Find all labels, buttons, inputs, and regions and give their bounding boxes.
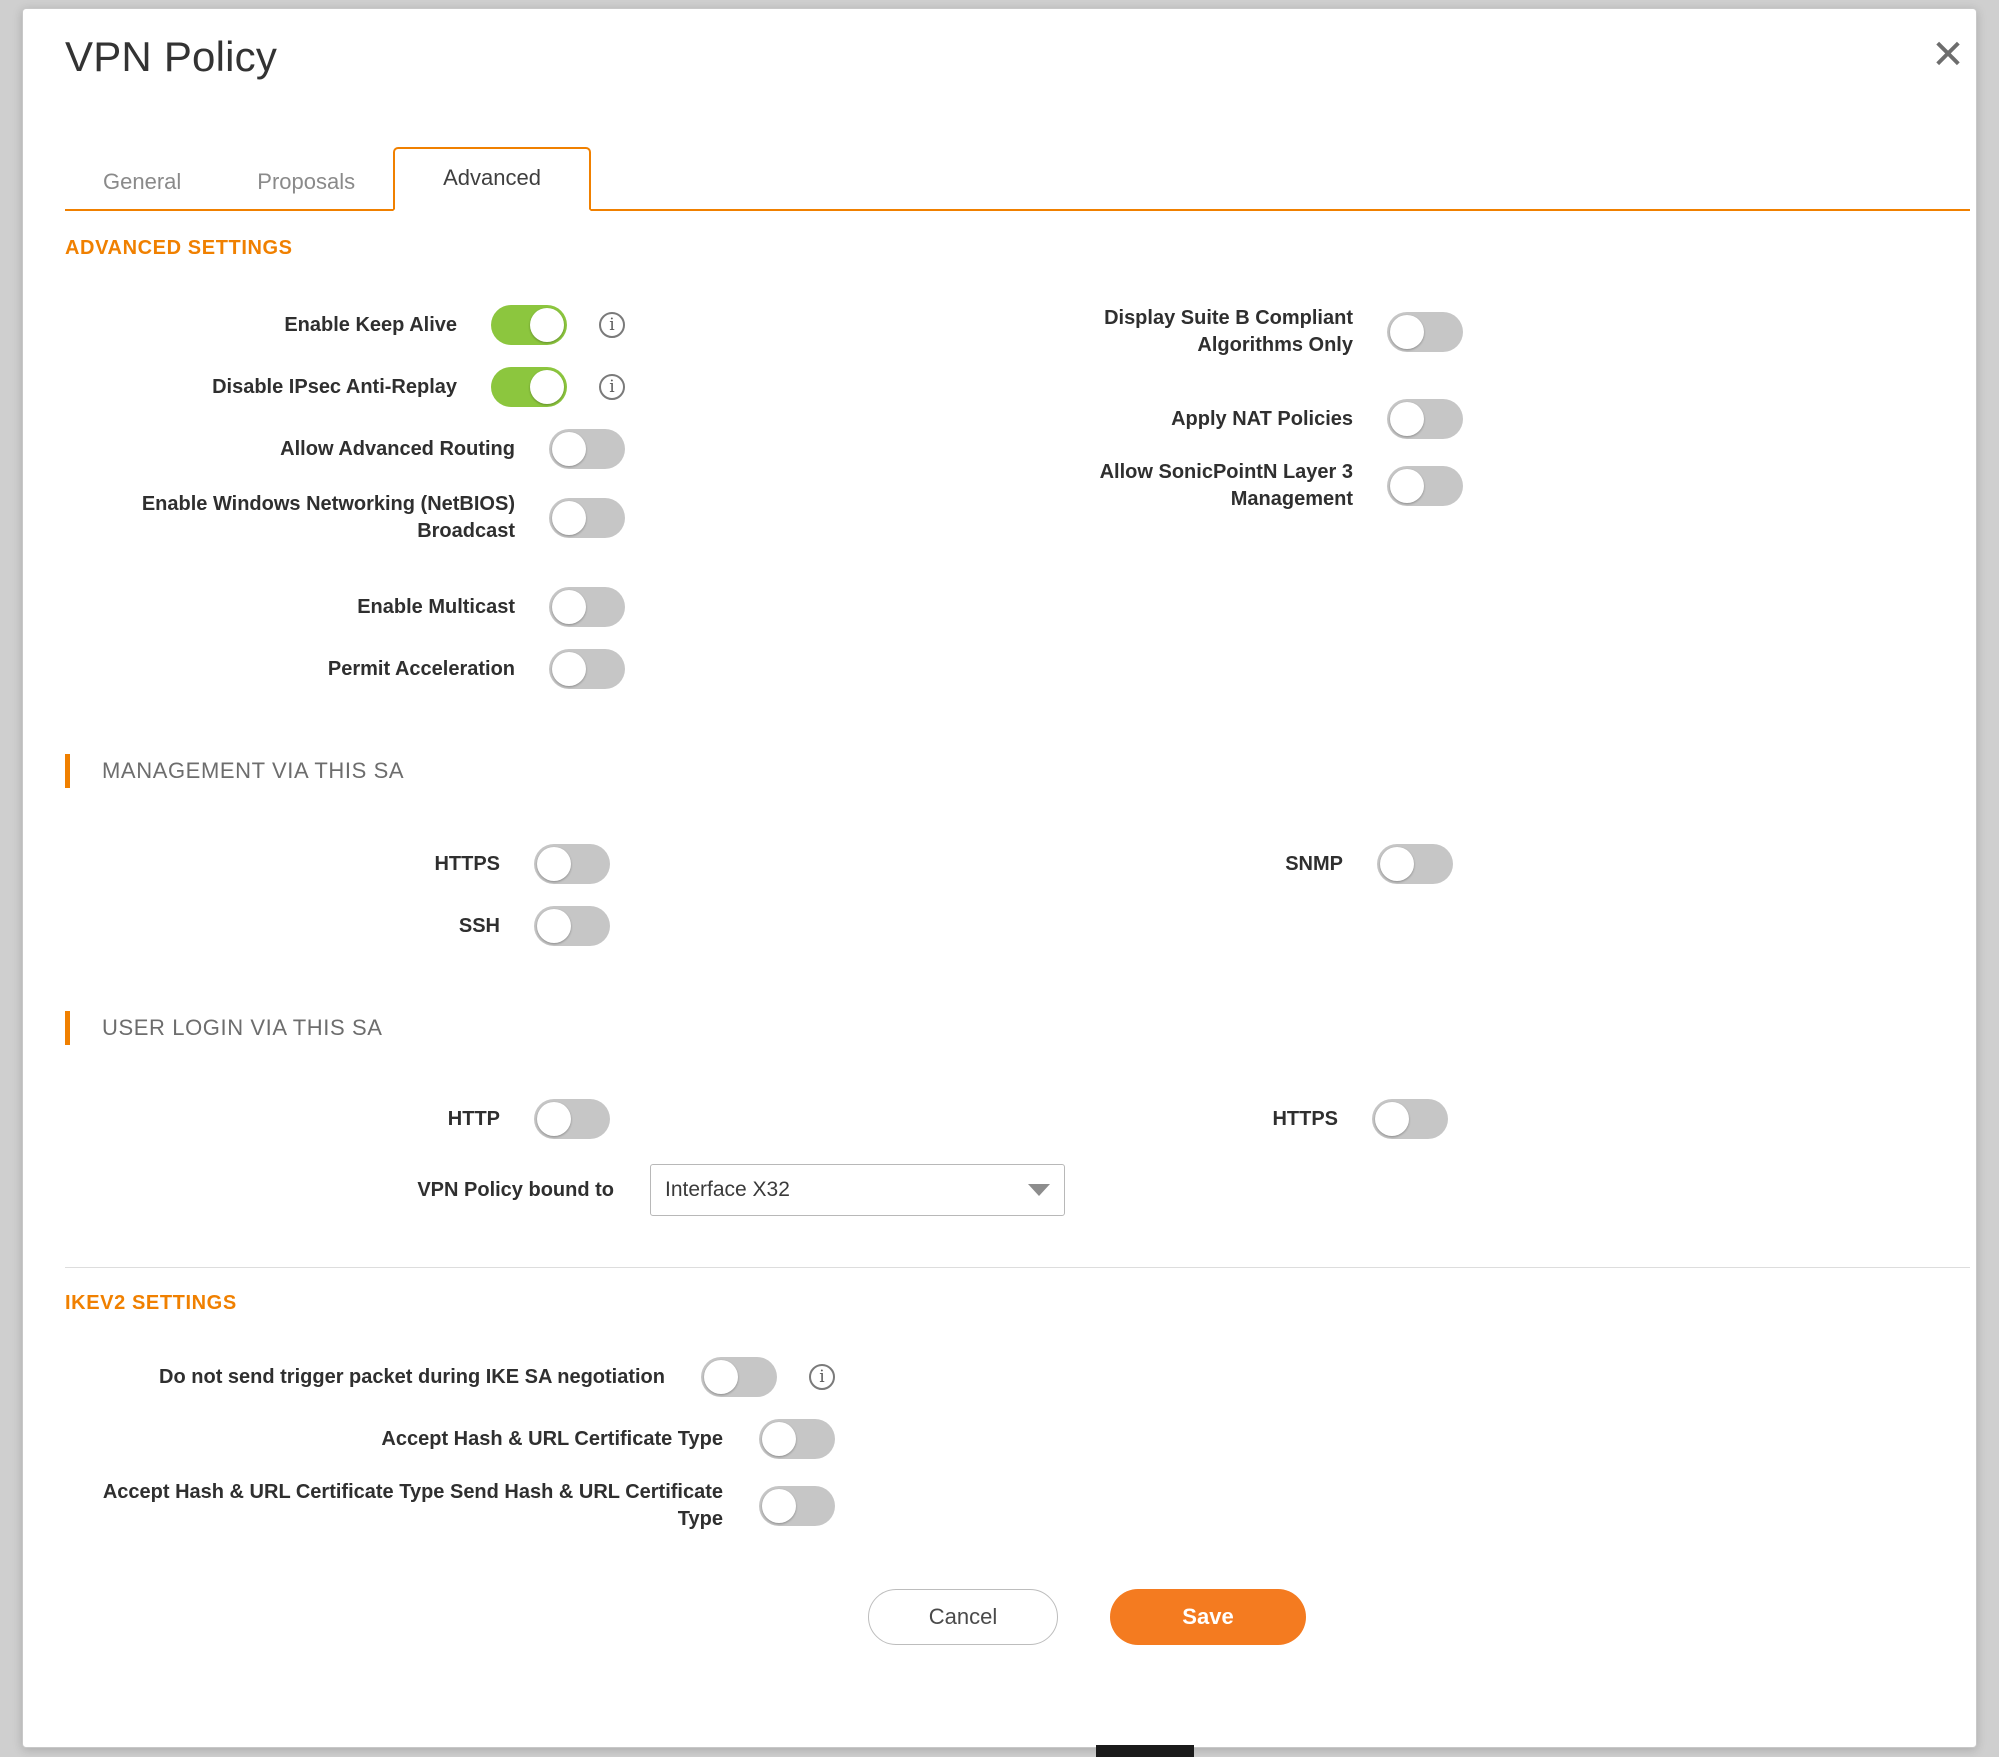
row-apply-nat-policies [1023, 399, 1463, 439]
footer-actions [868, 1589, 1306, 1645]
row-send-hash-url-cert [65, 1479, 835, 1533]
label-management-https: HTTPS [434, 852, 500, 875]
tab-proposals[interactable]: Proposals [257, 169, 356, 194]
label-send-hash-url-cert: Accept Hash & URL Certificate Type Send Hash & URL Certificate Type [102, 1481, 723, 1530]
toggle-permit-acceleration[interactable] [549, 649, 625, 689]
label-management-snmp: SNMP [1285, 852, 1343, 875]
toggle-apply-nat-policies[interactable] [1387, 399, 1463, 439]
toggle-enable-multicast[interactable] [549, 587, 625, 627]
tab-bar [65, 149, 1970, 211]
label-no-trigger-packet: Do not send trigger packet during IKE SA negotiation [159, 1365, 665, 1388]
toggle-user-login-https[interactable] [1372, 1099, 1448, 1139]
label-enable-keep-alive: Enable Keep Alive [284, 313, 457, 336]
toggle-allow-sonicpointn-l3[interactable] [1387, 466, 1463, 506]
row-allow-advanced-routing [65, 429, 625, 469]
label-allow-sonicpointn-l3: Allow SonicPointN Layer 3 Management [1099, 461, 1353, 510]
label-apply-nat-policies: Apply NAT Policies [1171, 407, 1353, 430]
row-display-suite-b [1023, 305, 1463, 359]
label-enable-netbios-broadcast: Enable Windows Networking (NetBIOS) Broadcast [141, 493, 515, 542]
taskbar-notch [1096, 1745, 1194, 1757]
row-management-snmp [1023, 844, 1453, 884]
row-no-trigger-packet [65, 1357, 835, 1397]
info-icon-keep-alive[interactable]: i [599, 312, 625, 338]
toggle-enable-keep-alive[interactable] [491, 305, 567, 345]
row-permit-acceleration [65, 649, 625, 689]
advanced-settings-heading: ADVANCED SETTINGS [65, 237, 293, 259]
user-login-sa-heading: USER LOGIN VIA THIS SA [65, 1011, 383, 1045]
row-allow-sonicpointn-l3 [1023, 459, 1463, 513]
row-management-https [65, 844, 610, 884]
cancel-button[interactable]: Cancel [868, 1589, 1058, 1645]
close-icon[interactable]: ✕ [1931, 32, 1965, 78]
row-enable-keep-alive [65, 305, 625, 345]
row-user-login-http [65, 1099, 610, 1139]
management-sa-heading: MANAGEMENT VIA THIS SA [65, 754, 404, 788]
label-accept-hash-url-cert: Accept Hash & URL Certificate Type [381, 1427, 723, 1450]
row-management-ssh [65, 906, 610, 946]
row-user-login-https [1023, 1099, 1448, 1139]
row-enable-netbios-broadcast [65, 491, 625, 545]
chevron-down-icon [1028, 1184, 1050, 1196]
label-vpn-policy-bound-to: VPN Policy bound to [417, 1178, 614, 1201]
ikev2-settings-heading: IKEV2 SETTINGS [65, 1292, 237, 1314]
row-accept-hash-url-cert [65, 1419, 835, 1459]
toggle-allow-advanced-routing[interactable] [549, 429, 625, 469]
toggle-enable-netbios-broadcast[interactable] [549, 498, 625, 538]
toggle-disable-ipsec-anti-replay[interactable] [491, 367, 567, 407]
label-enable-multicast: Enable Multicast [357, 595, 515, 618]
toggle-no-trigger-packet[interactable] [701, 1357, 777, 1397]
label-user-login-http: HTTP [447, 1107, 500, 1130]
info-icon-anti-replay[interactable]: i [599, 374, 625, 400]
section-divider [65, 1267, 1970, 1268]
toggle-accept-hash-url-cert[interactable] [759, 1419, 835, 1459]
label-management-ssh: SSH [458, 914, 500, 937]
vpn-policy-dialog [22, 8, 1977, 1748]
label-user-login-https: HTTPS [1272, 1107, 1338, 1130]
label-permit-acceleration: Permit Acceleration [327, 657, 515, 680]
tab-advanced[interactable]: Advanced [393, 147, 591, 211]
info-icon-trigger-packet[interactable]: i [809, 1364, 835, 1390]
toggle-management-ssh[interactable] [534, 906, 610, 946]
save-button[interactable]: Save [1110, 1589, 1306, 1645]
select-vpn-policy-bound-to[interactable] [650, 1164, 1065, 1216]
page-title: VPN Policy [65, 33, 278, 80]
row-disable-ipsec-anti-replay [65, 367, 625, 407]
row-enable-multicast [65, 587, 625, 627]
row-vpn-policy-bound-to [65, 1164, 1065, 1216]
toggle-user-login-http[interactable] [534, 1099, 610, 1139]
tab-general[interactable]: General [103, 169, 182, 194]
select-value: Interface X32 [665, 1178, 790, 1201]
toggle-management-https[interactable] [534, 844, 610, 884]
toggle-management-snmp[interactable] [1377, 844, 1453, 884]
label-allow-advanced-routing: Allow Advanced Routing [280, 437, 515, 460]
label-disable-ipsec-anti-replay: Disable IPsec Anti-Replay [212, 375, 457, 398]
label-display-suite-b: Display Suite B Compliant Algorithms Only [1104, 307, 1353, 356]
toggle-display-suite-b[interactable] [1387, 312, 1463, 352]
toggle-send-hash-url-cert[interactable] [759, 1486, 835, 1526]
